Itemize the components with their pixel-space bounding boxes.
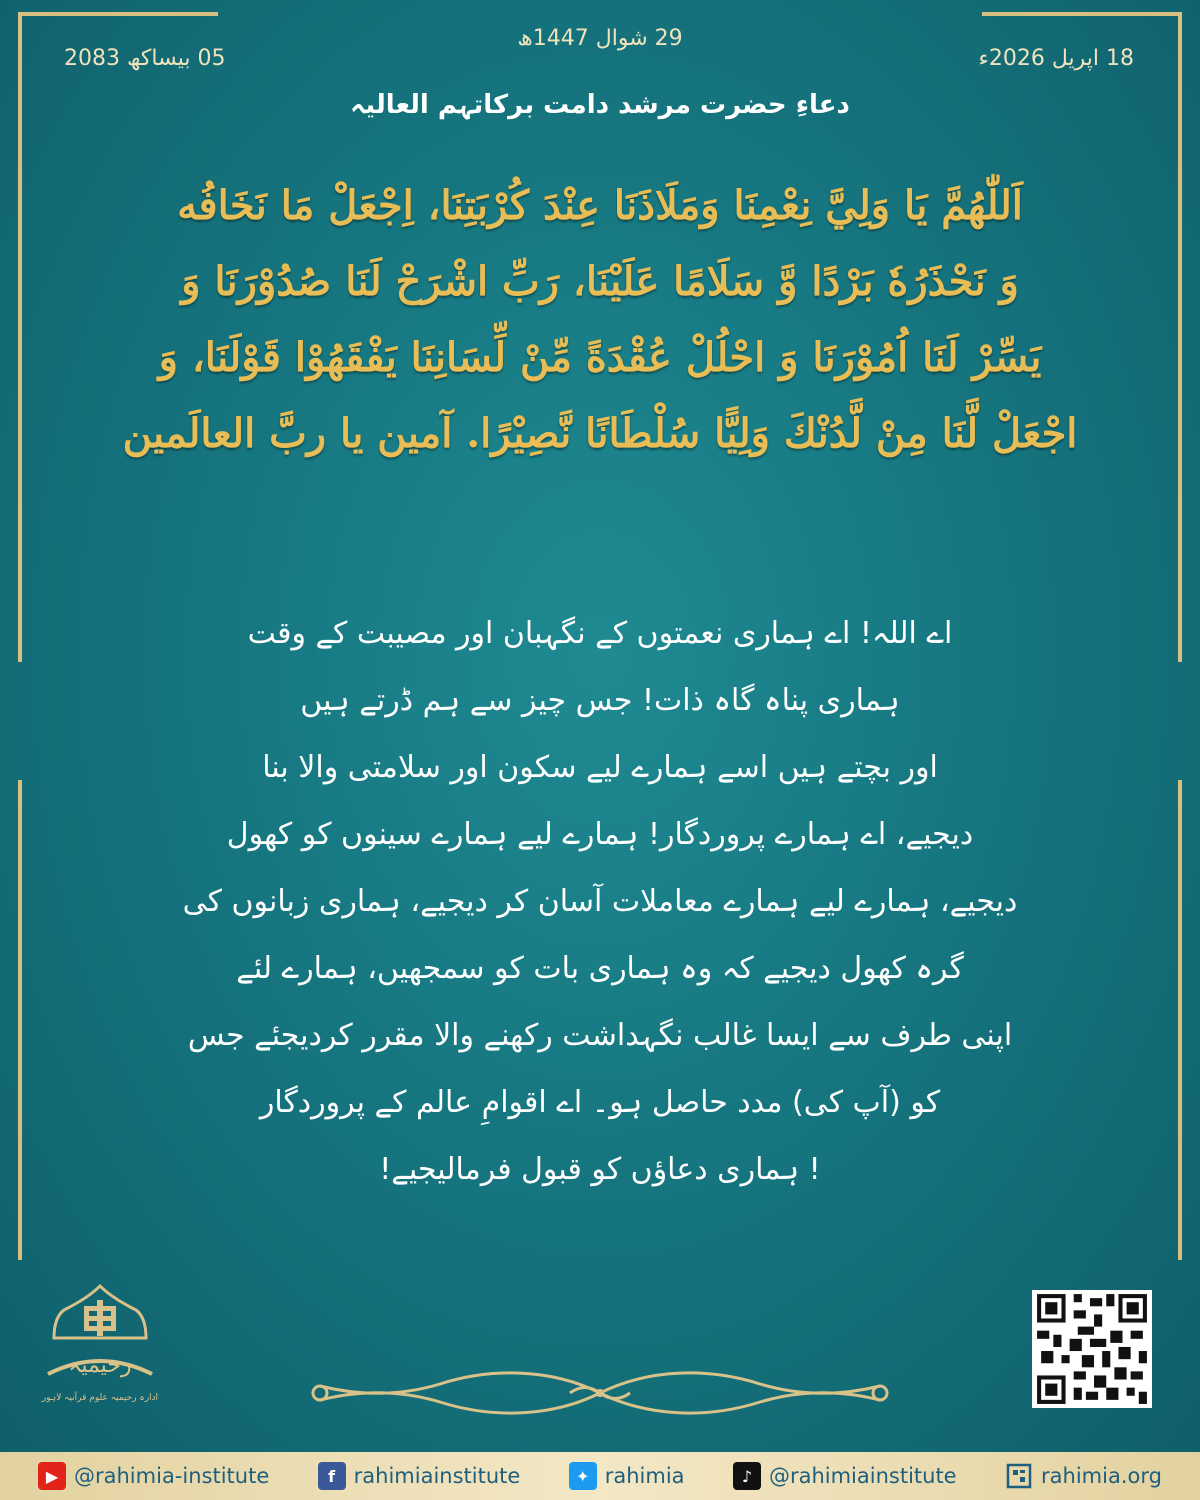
tiktok-icon: ♪ <box>733 1462 761 1490</box>
twitter-handle: rahimia <box>604 1464 685 1488</box>
urdu-line: اپنی طرف سے ایسا غالب نگہداشت رکھنے والا مقرر کردیجئے جس <box>187 1018 1013 1053</box>
rahimia-logo <box>40 1282 160 1414</box>
facebook-handle: rahimiainstitute <box>353 1464 521 1488</box>
social-footer <box>0 1452 1200 1500</box>
twitter-icon: ✦ <box>569 1462 597 1490</box>
website-url: rahimia.org <box>1041 1464 1162 1488</box>
logo-tagline: ادارہ رحیمیہ علوم قرآنیہ لاہور <box>41 1393 159 1403</box>
logo-wordmark: رحیمیہ <box>68 1353 132 1378</box>
gregorian-date: 18 اپریل 2026ء <box>978 46 1134 71</box>
urdu-line: دیجیے، ہمارے لیے ہمارے معاملات آسان کر دیجیے، ہماری زبانوں کی <box>182 884 1018 919</box>
arabic-line: وَ نَحْذَرُهٗ بَرْدًا وَّ سَلَامًا عَلَيْنَا، رَبِّ اشْرَحْ لَنَا صُدُوْرَنَا وَ <box>181 258 1019 305</box>
youtube-icon: ▶ <box>38 1462 66 1490</box>
twitter-link[interactable] <box>569 1462 685 1490</box>
bikrami-date: 05 بیساکھ 2083 <box>64 46 226 71</box>
urdu-line: ہماری پناہ گاہ ذات! جس چیز سے ہم ڈرتے ہیں <box>300 683 900 718</box>
ornament-divider <box>300 1362 900 1424</box>
youtube-handle: @rahimia-institute <box>74 1464 270 1488</box>
tiktok-handle: @rahimiainstitute <box>768 1464 957 1488</box>
arabic-line: يَسِّرْ لَنَا اُمُوْرَنَا وَ احْلُلْ عُقْدَةً مِّنْ لِّسَانِنَا يَفْقَهُوْا قَوْلَنَا، وَ <box>158 334 1042 381</box>
qr-code[interactable] <box>1032 1290 1152 1408</box>
urdu-line: اے اللہ! اے ہماری نعمتوں کے نگہبان اور مصیبت کے وقت <box>247 616 953 651</box>
page-title: دعاءِ حضرت مرشد دامت برکاتہم العالیہ <box>350 90 850 120</box>
frame-left-lower <box>18 780 22 1260</box>
tiktok-link[interactable] <box>733 1462 957 1490</box>
urdu-line: دیجیے، اے ہمارے پروردگار! ہمارے لیے ہمارے سینوں کو کھول <box>226 817 974 852</box>
urdu-translation <box>140 600 1060 1203</box>
frame-top-left <box>18 12 218 16</box>
facebook-link[interactable] <box>318 1462 521 1490</box>
facebook-icon: f <box>318 1462 346 1490</box>
globe-icon <box>1005 1462 1033 1490</box>
urdu-line: گرہ کھول دیجیے کہ وہ ہماری بات کو سمجھیں، ہمارے لئے <box>236 951 964 986</box>
arabic-line: اَللّٰهُمَّ يَا وَلِيَّ نِعْمِنَا وَمَلَاذَنَا عِنْدَ كُرْبَتِنَا، اِجْعَلْ مَا نَخَافُه <box>177 182 1023 229</box>
hijri-date: 29 شوال 1447ھ <box>517 26 683 51</box>
youtube-link[interactable] <box>38 1462 269 1490</box>
frame-right-lower <box>1178 780 1182 1260</box>
urdu-line: ! ہماری دعاؤں کو قبول فرمالیجیے! <box>379 1152 821 1187</box>
urdu-line: اور بچتے ہیں اسے ہمارے لیے سکون اور سلامتی والا بنا <box>262 750 938 785</box>
frame-top-right <box>982 12 1182 16</box>
arabic-dua <box>80 168 1120 472</box>
arabic-line: اجْعَلْ لَّنَا مِنْ لَّدُنْكَ وَلِيًّا سُلْطَانًا نَّصِيْرًا. آمين يا ربَّ العالَمين <box>122 410 1078 457</box>
urdu-line: کو (آپ کی) مدد حاصل ہو۔ اے اقوامِ عالم کے پروردگار <box>259 1085 941 1120</box>
website-link[interactable] <box>1005 1462 1162 1490</box>
